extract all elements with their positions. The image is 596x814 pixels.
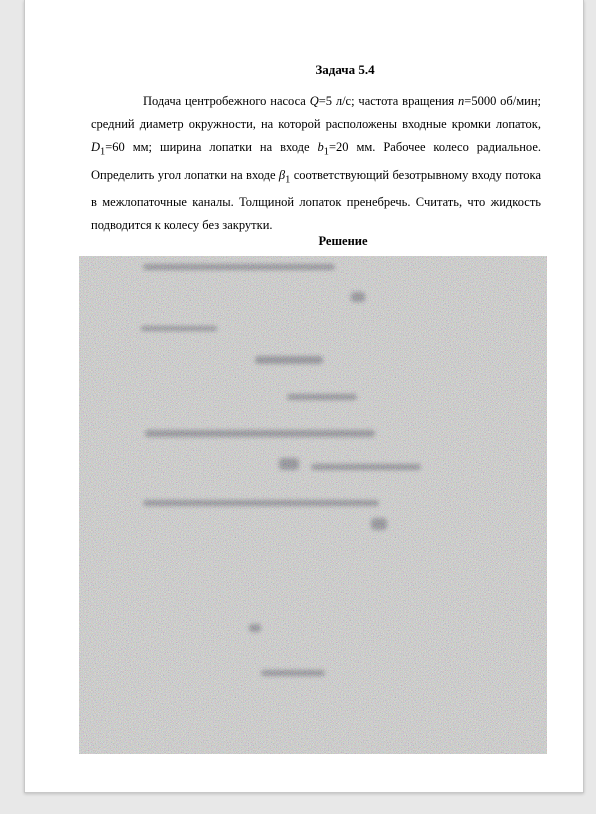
problem-text-part: Подача центробежного насоса bbox=[143, 94, 310, 108]
angle-subscript: 1 bbox=[285, 174, 291, 185]
diameter-subscript: 1 bbox=[100, 146, 106, 158]
diameter-symbol: D bbox=[91, 140, 101, 154]
problem-text-part: =60 мм; ширина лопатки на входе bbox=[105, 140, 318, 154]
problem-title: Задача 5.4 bbox=[315, 62, 375, 77]
flow-rate-symbol: Q bbox=[309, 94, 319, 108]
rotation-speed-symbol: n bbox=[458, 94, 465, 108]
problem-text-part: =5 л/с; частота вращения bbox=[318, 94, 459, 108]
problem-text-part: =20 мм. Рабочее колесо радиальное. Определить угол лопатки на входе bbox=[91, 140, 541, 182]
problem-text-part: соответствующий безотрывному входу потока в межлопаточные каналы. Толщиной лопаток пренебречь. Считать, что жидкость подводится к колесу без закрутки. bbox=[91, 167, 541, 232]
width-subscript: 1 bbox=[323, 146, 329, 158]
angle-symbol: β bbox=[278, 167, 286, 182]
solution-image-noise bbox=[79, 256, 547, 754]
problem-statement bbox=[91, 90, 541, 237]
problem-text-part: =5000 об/мин; средний диаметр окружности, на которой расположены входные кромки лопаток, bbox=[91, 94, 541, 131]
document-page bbox=[24, 0, 584, 793]
width-symbol: b bbox=[317, 140, 324, 154]
solution-heading: Решение bbox=[318, 234, 368, 248]
